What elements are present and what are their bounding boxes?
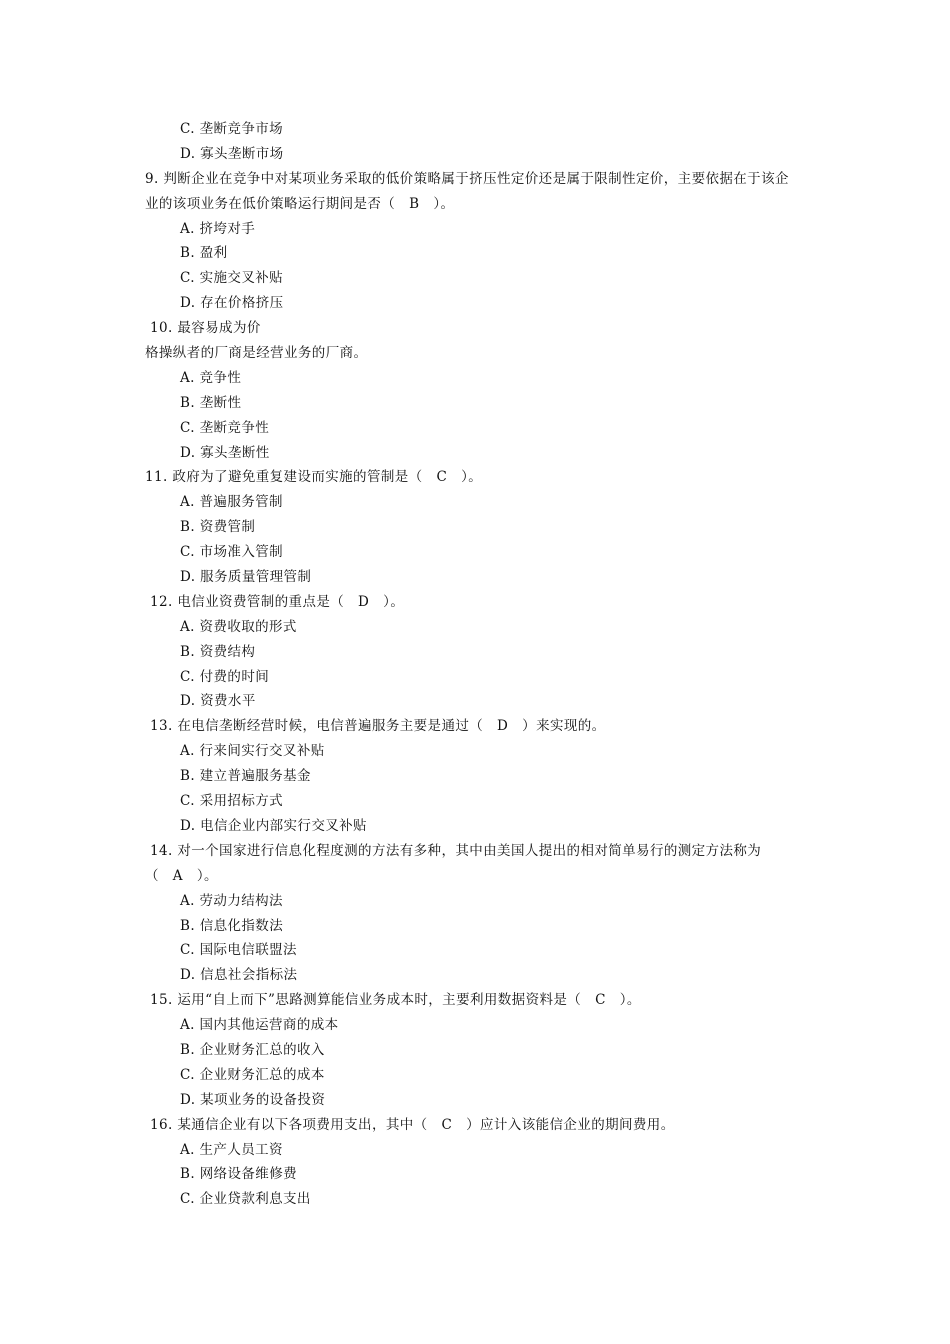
answer-option: C. 垄断竞争市场 <box>180 121 284 137</box>
question-text: 11. 政府为了避免重复建设而实施的管制是（ C ）。 <box>145 469 483 486</box>
question-text: 14. 对一个国家进行信息化程度测的方法有多种，其中由美国人提出的相对简单易行的测定方法称为 <box>150 842 762 859</box>
answer-option: C. 采用招标方式 <box>180 793 284 810</box>
answer-option: C. 企业贷款利息支出 <box>180 1191 311 1208</box>
answer-option: A. 竞争性 <box>180 369 242 386</box>
answer-option: D. 寡头垄断市场 <box>180 145 284 162</box>
answer-option: D. 信息社会指标法 <box>180 967 298 984</box>
answer-option: A. 资费收取的形式 <box>180 618 297 635</box>
answer-option: D. 寡头垄断性 <box>180 444 270 461</box>
document-page <box>0 117 950 1212</box>
answer-option: B. 网络设备维修费 <box>180 1166 298 1183</box>
answer-option: C. 国际电信联盟法 <box>180 942 297 959</box>
answer-option: C. 市场准入管制 <box>180 544 284 561</box>
answer-option: D. 存在价格挤压 <box>180 295 284 312</box>
answer-option: B. 建立普遍服务基金 <box>180 768 311 785</box>
question-text: 业的该项业务在低价策略运行期间是否（ B ）。 <box>145 195 455 212</box>
question-text: 12. 电信业资费管制的重点是（ D ）。 <box>150 593 405 610</box>
answer-option: A. 行来间实行交叉补贴 <box>180 743 325 760</box>
answer-option: A. 生产人员工资 <box>180 1141 283 1158</box>
question-text: 10. 最容易成为价 <box>150 320 261 337</box>
answer-option: A. 普遍服务管制 <box>180 494 283 511</box>
answer-option: B. 资费管制 <box>180 519 256 536</box>
answer-option: B. 垄断性 <box>180 394 242 411</box>
answer-option: B. 盈利 <box>180 245 228 262</box>
answer-option: B. 资费结构 <box>180 643 256 660</box>
answer-option: B. 企业财务汇总的收入 <box>180 1041 325 1058</box>
question-text: 9. 判断企业在竞争中对某项业务采取的低价策略属于挤压性定价还是属于限制性定价，主要依据在于该企 <box>145 170 789 187</box>
answer-option: D. 服务质量管理管制 <box>180 569 312 586</box>
answer-option: A. 劳动力结构法 <box>180 892 283 909</box>
question-text: 13. 在电信垄断经营时候，电信普遍服务主要是通过（ D ）来实现的。 <box>150 718 606 735</box>
answer-option: C. 实施交叉补贴 <box>180 270 284 287</box>
answer-option: D. 电信企业内部实行交叉补贴 <box>180 817 367 834</box>
answer-option: D. 某项业务的设备投资 <box>180 1091 326 1108</box>
answer-option: D. 资费水平 <box>180 693 256 710</box>
answer-option: C. 企业财务汇总的成本 <box>180 1066 325 1083</box>
question-text: 15. 运用“自上而下”思路测算能信业务成本时，主要利用数据资料是（ C ）。 <box>150 992 641 1009</box>
answer-option: C. 垄断竞争性 <box>180 419 270 436</box>
answer-option: A. 国内其他运营商的成本 <box>180 1017 339 1034</box>
question-text: 16. 某通信企业有以下各项费用支出，其中（ C ）应计入该能信企业的期间费用。 <box>150 1116 675 1133</box>
answer-option: B. 信息化指数法 <box>180 917 284 934</box>
question-text: 格操纵者的厂商是经营业务的厂商。 <box>145 345 368 362</box>
answer-option: A. 挤垮对手 <box>180 220 256 237</box>
answer-option: C. 付费的时间 <box>180 668 270 685</box>
question-text: （ A ）。 <box>145 867 218 884</box>
